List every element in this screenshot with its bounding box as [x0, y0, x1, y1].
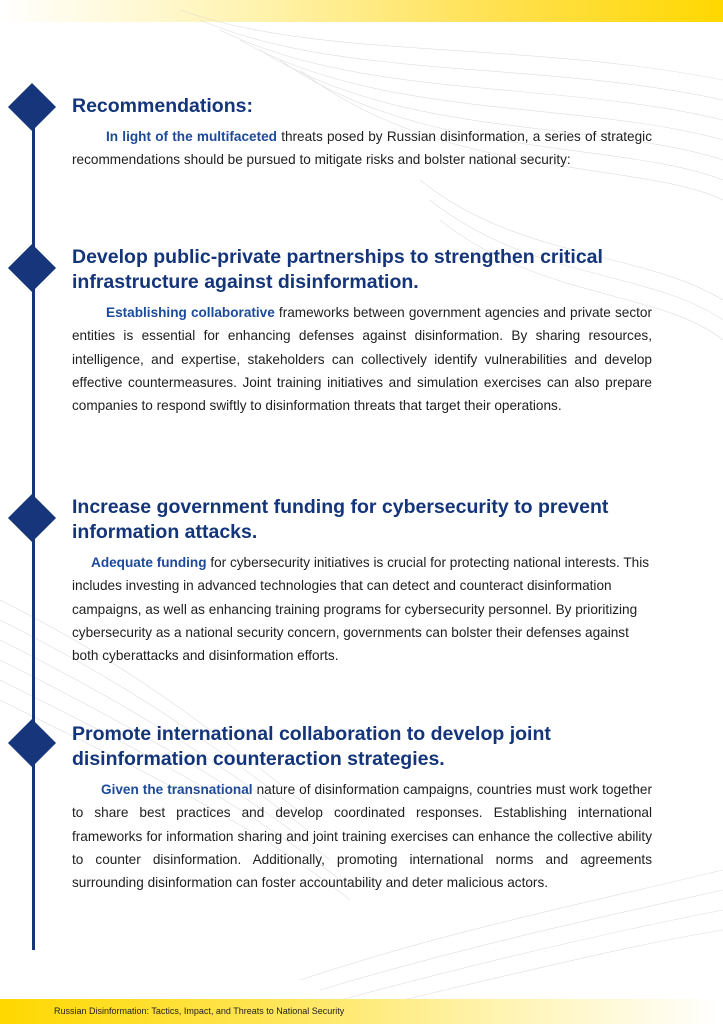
section-international-collaboration [72, 722, 652, 894]
paragraph-body: nature of disinformation campaigns, countries must work together to share best practices and develop coordinated responses. Establishing international frameworks for information sharing and joint training exercises can enhance the collective ability to counter disinformation. Additionally, promoting international norms and agreements surrounding disinformation can foster accountability and deter malicious actors. [72, 782, 652, 891]
paragraph-body: frameworks between government agencies and private sector entities is essential for enhancing defenses against disinformation. By sharing resources, intelligence, and expertise, stakeholders can collectively identify vulnerabilities and develop effective countermeasures. Joint training initiatives and simulation exercises can also prepare companies to respond swiftly to disinformation threats that target their operations. [72, 305, 652, 414]
lead-phrase: Establishing collaborative [106, 305, 275, 320]
footer-title: Russian Disinformation: Tactics, Impact, and Threats to National Security [54, 1006, 345, 1016]
section-heading: Develop public-private partnerships to strengthen critical infrastructure against disinformation. [72, 246, 603, 293]
section-paragraph [72, 551, 652, 667]
paragraph-body: threats posed by Russian disinformation, a series of strategic recommendations should be pursued to mitigate risks and bolster national security: [72, 129, 652, 168]
section-heading: Promote international collaboration to develop joint disinformation counteraction strategies. [72, 723, 551, 770]
paragraph-body: for cybersecurity initiatives is crucial for protecting national interests. This includes investing in advanced technologies that can detect and counteract disinformation campaigns, as well as enhancing training programs for cybersecurity personnel. By prioritizing cybersecurity as a national security concern, governments can bolster their defenses against both cyberattacks and disinformation efforts. [72, 555, 650, 664]
section-paragraph [72, 301, 652, 417]
section-paragraph [72, 125, 652, 172]
section-cybersecurity-funding [72, 495, 652, 667]
section-heading: Increase government funding for cybersecurity to prevent information attacks. [72, 496, 609, 543]
lead-phrase: In light of the multifaceted [106, 129, 277, 144]
section-public-private-partnerships [72, 245, 652, 417]
section-paragraph [72, 778, 652, 894]
lead-phrase: Adequate funding [91, 555, 207, 570]
lead-phrase: Given the transnational [101, 782, 253, 797]
section-recommendations [72, 94, 652, 172]
section-heading: Recommendations: [72, 95, 253, 117]
